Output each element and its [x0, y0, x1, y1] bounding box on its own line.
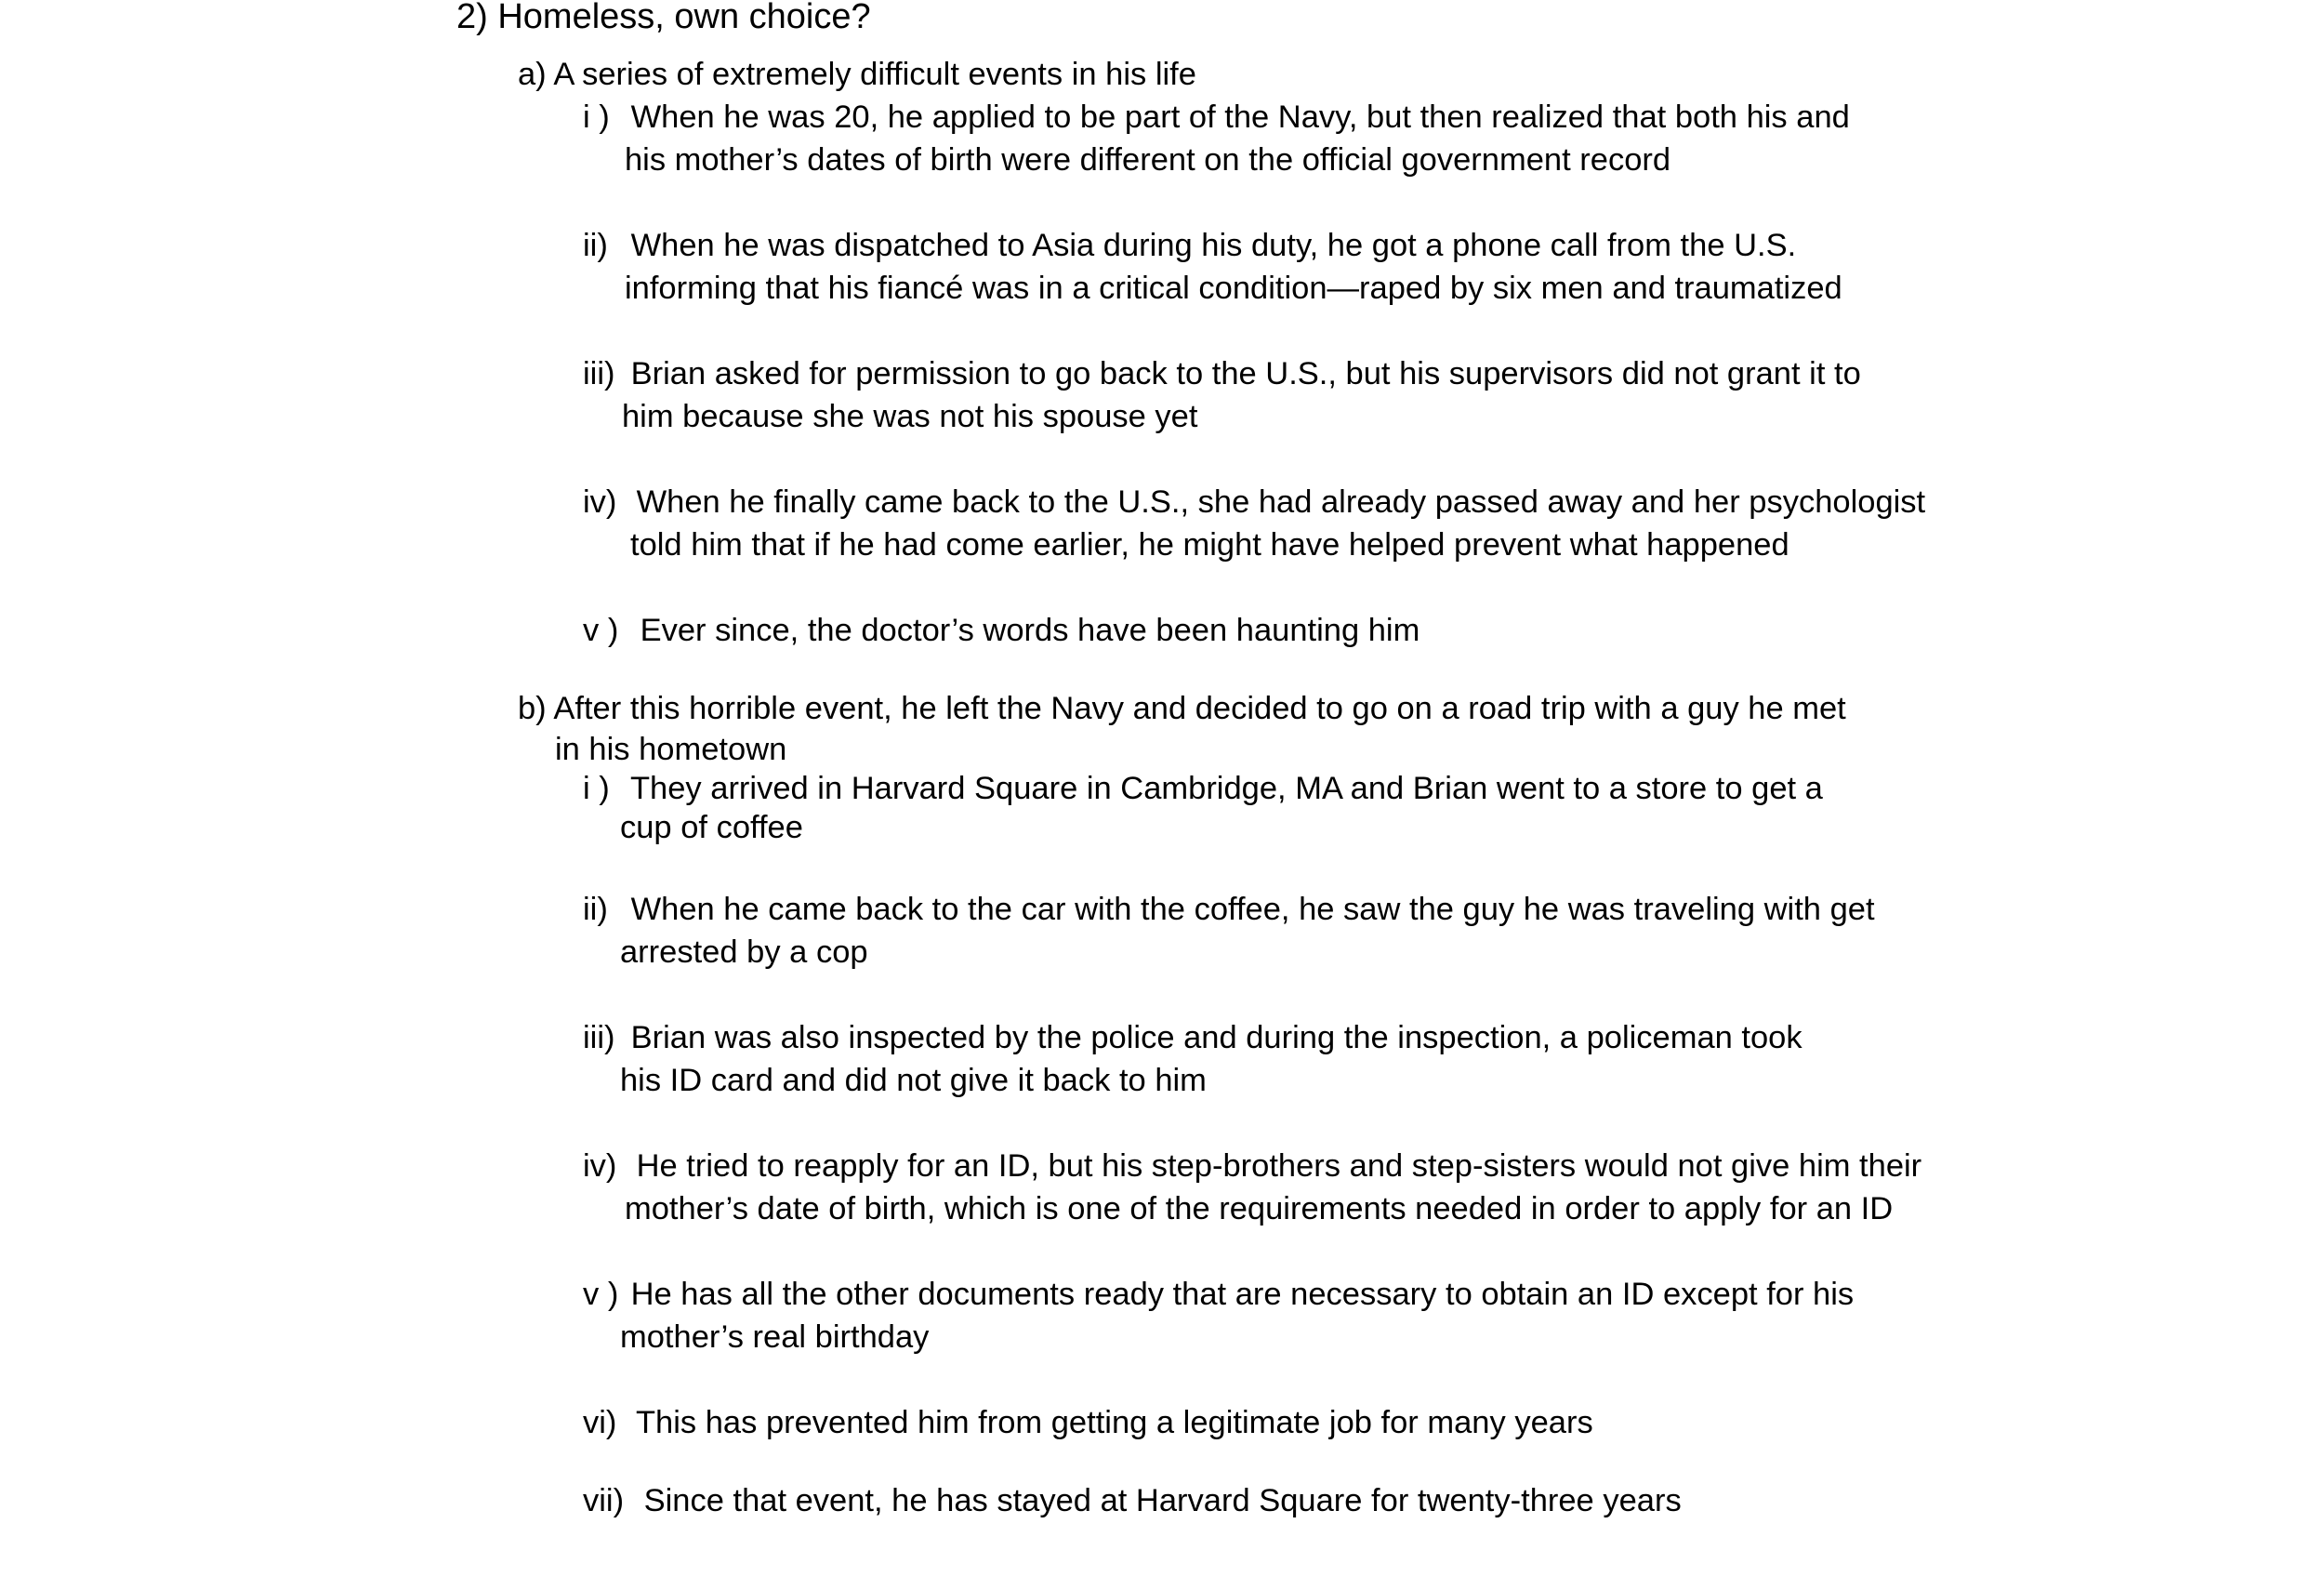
list-item-label: vi): [583, 1405, 617, 1440]
list-item-text: Brian was also inspected by the police and during the inspection, a policeman took: [630, 1020, 1802, 1055]
section-b-heading: [518, 688, 1846, 729]
list-item-continuation: him because she was not his spouse yet: [622, 399, 1198, 434]
list-item-label: iii): [583, 356, 615, 391]
list-item: [583, 1274, 1854, 1315]
list-item-label: v ): [583, 1277, 619, 1312]
list-item-text: Brian asked for permission to go back to the U.S., but his supervisors did not grant it to: [630, 356, 1861, 391]
list-item-continuation: his mother’s dates of birth were different on the official government record: [625, 142, 1671, 178]
list-item-label: iv): [583, 484, 617, 520]
list-item-text: They arrived in Harvard Square in Cambridge, MA and Brian went to a store to get a: [629, 771, 1823, 806]
list-item-text: When he finally came back to the U.S., she had already passed away and her psychologist: [636, 484, 1926, 520]
section-a-label: a): [518, 57, 547, 92]
list-item-label: vii): [583, 1483, 625, 1518]
list-item-text: He has all the other documents ready that are necessary to obtain an ID except for his: [630, 1277, 1855, 1312]
section-a-text: A series of extremely difficult events in his life: [553, 57, 1196, 92]
list-item-continuation: mother’s date of birth, which is one of the requirements needed in order to apply for an ID: [625, 1191, 1894, 1226]
list-item: [583, 97, 1850, 138]
list-item-text: Since that event, he has stayed at Harvard Square for twenty-three years: [643, 1483, 1682, 1518]
list-item-continuation: mother’s real birthday: [620, 1319, 930, 1355]
list-item: [583, 1480, 1682, 1521]
section-b-label: b): [518, 691, 547, 726]
list-item-continuation: arrested by a cop: [620, 934, 868, 970]
list-item-label: iv): [583, 1148, 617, 1184]
list-item-text: This has prevented him from getting a legitimate job for many years: [635, 1405, 1593, 1440]
list-item: [583, 889, 1875, 930]
list-item-label: ii): [583, 228, 608, 263]
section-b-continuation: in his hometown: [555, 732, 787, 767]
list-item: [583, 482, 1925, 523]
list-item-text: Ever since, the doctor’s words have been haunting him: [640, 613, 1420, 648]
section-b-text: After this horrible event, he left the Navy and decided to go on a road trip with a guy he met: [553, 691, 1846, 726]
list-item-label: iii): [583, 1020, 615, 1055]
section-a-heading: [518, 54, 1196, 95]
list-item-label: v ): [583, 613, 619, 648]
list-item: [583, 1402, 1593, 1443]
list-item-continuation: told him that if he had come earlier, he might have helped prevent what happened: [630, 527, 1789, 563]
list-item-text: When he was 20, he applied to be part of the Navy, but then realized that both his and: [630, 99, 1850, 135]
list-item: [583, 768, 1823, 809]
list-item-text: When he came back to the car with the coffee, he saw the guy he was traveling with get: [630, 892, 1875, 927]
list-item-label: ii): [583, 892, 608, 927]
list-item-continuation: his ID card and did not give it back to him: [620, 1063, 1207, 1098]
list-item-label: i ): [583, 771, 610, 806]
list-item-continuation: informing that his fiancé was in a critical condition—raped by six men and traumatized: [625, 271, 1842, 306]
outline-heading: 2) Homeless, own choice?: [456, 0, 871, 36]
list-item-label: i ): [583, 99, 610, 135]
list-item: [583, 225, 1796, 266]
list-item: [583, 610, 1419, 651]
list-item: [583, 353, 1861, 394]
list-item: [583, 1146, 1921, 1186]
list-item-text: He tried to reapply for an ID, but his step-brothers and step-sisters would not give him their: [636, 1148, 1922, 1184]
list-item: [583, 1017, 1802, 1058]
list-item-continuation: cup of coffee: [620, 810, 803, 845]
list-item-text: When he was dispatched to Asia during his duty, he got a phone call from the U.S.: [630, 228, 1797, 263]
